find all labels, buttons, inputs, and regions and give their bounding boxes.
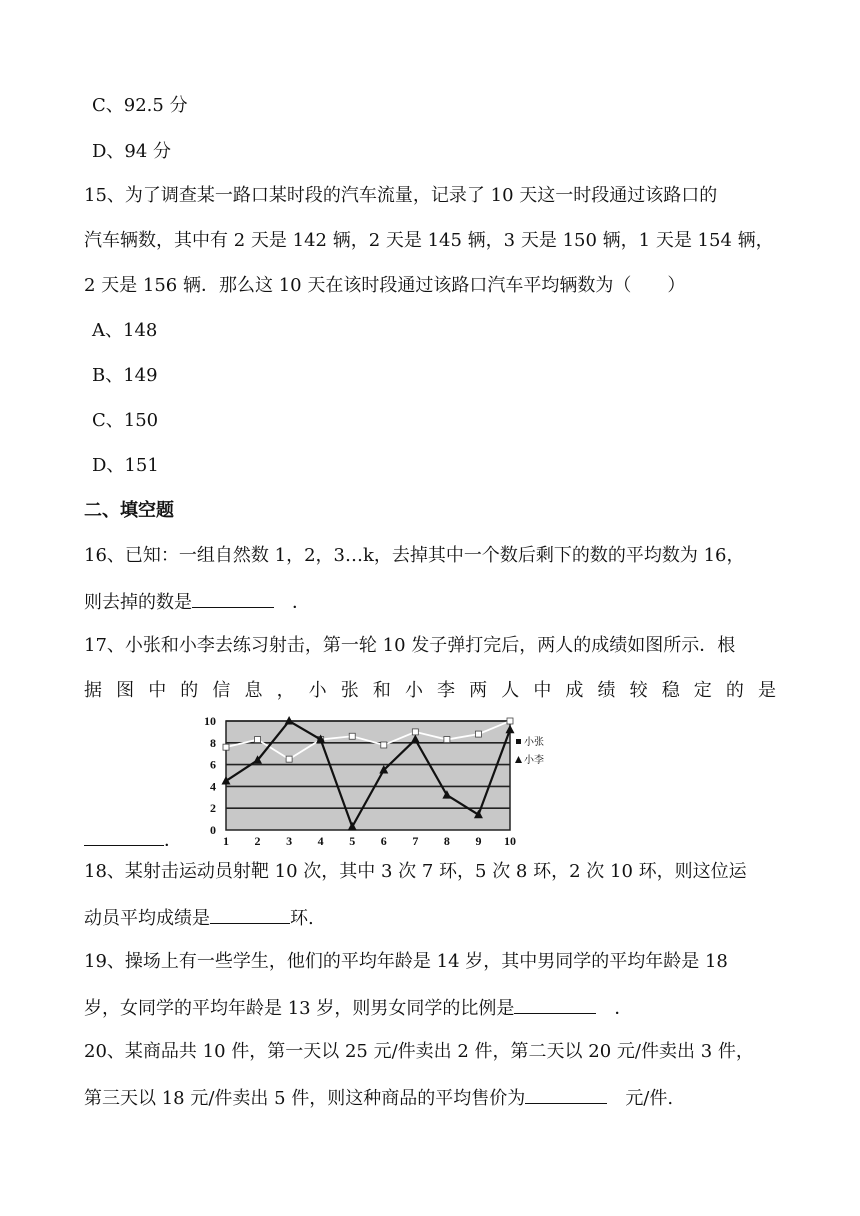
q19-text: 岁，女同学的平均年龄是 13 岁，则男女同学的比例是 <box>84 998 515 1019</box>
x-tick-label: 4 <box>317 834 324 848</box>
q17-line2-char: 小 <box>404 680 423 701</box>
legend-marker-square <box>516 739 521 744</box>
q15-option-a: A、148 <box>92 320 158 341</box>
q17-line2-char: 是 <box>757 680 776 701</box>
q18-text: 动员平均成绩是 <box>84 908 210 929</box>
legend-label: 小张 <box>524 737 544 748</box>
q17-line2-char: 息 <box>244 680 263 701</box>
score-line-chart <box>200 712 544 848</box>
x-tick-label: 3 <box>286 834 293 848</box>
q18-unit: 环. <box>290 908 314 929</box>
q17-line2-char: 定 <box>693 680 712 701</box>
q19-answer-blank[interactable] <box>514 995 596 1014</box>
q17-line2-char: 中 <box>533 680 552 701</box>
q17-line2-char: 稳 <box>661 680 680 701</box>
q16-line2 <box>84 589 310 615</box>
data-point-square <box>223 744 229 750</box>
x-tick-label: 7 <box>412 834 419 848</box>
q15-line1: 15、为了调查某一路口某时段的汽车流量，记录了 10 天这一时段通过该路口的 <box>84 185 718 206</box>
data-point-square <box>475 731 481 737</box>
q18-line1: 18、某射击运动员射靶 10 次，其中 3 次 7 环，5 次 8 环，2 次 10 环，则这位运 <box>84 861 747 882</box>
q16-text: 则去掉的数是 <box>84 592 192 613</box>
x-tick-label: 8 <box>443 834 450 848</box>
x-tick-label: 5 <box>349 834 356 848</box>
q15-option-d: D、151 <box>92 455 159 476</box>
q17-line2-char: 两 <box>469 680 488 701</box>
q20-answer-blank[interactable] <box>525 1085 607 1104</box>
x-tick-label: 1 <box>223 834 229 848</box>
q16-period: ． <box>292 592 310 613</box>
q17-line2-char: ， <box>276 680 295 701</box>
y-tick-label: 10 <box>204 714 216 728</box>
q14-option-d: D、94 分 <box>92 141 172 162</box>
q17-line2-char: 成 <box>565 680 584 701</box>
q17-line1: 17、小张和小李去练习射击，第一轮 10 发子弹打完后，两人的成绩如图所示．根 <box>84 635 736 656</box>
y-tick-label: 4 <box>210 779 216 794</box>
q18-answer-blank[interactable] <box>210 905 290 924</box>
q17-answer-blank[interactable] <box>84 827 164 846</box>
data-point-square <box>381 742 387 748</box>
y-tick-label: 2 <box>210 801 216 816</box>
q20-unit: 元/件. <box>625 1088 674 1109</box>
q17-line2-char: 绩 <box>597 680 616 701</box>
plot-area <box>226 721 510 830</box>
q15-line2: 汽车辆数，其中有 2 天是 142 辆，2 天是 145 辆，3 天是 150 辆，1 天是 154 辆， <box>84 230 774 251</box>
x-tick-label: 9 <box>475 834 482 848</box>
q19-line2 <box>84 995 632 1021</box>
q17-line2-char: 人 <box>501 680 520 701</box>
q17-line2-char: 小 <box>308 680 327 701</box>
q14-option-c: C、92.5 分 <box>92 95 188 116</box>
q17-line2-char: 的 <box>725 680 744 701</box>
q17-period: ． <box>164 830 182 851</box>
q17-line2-char: 信 <box>212 680 231 701</box>
q15-option-c: C、150 <box>92 410 159 431</box>
q17-line2-char: 较 <box>629 680 648 701</box>
y-tick-label: 6 <box>210 757 216 772</box>
y-tick-label: 8 <box>210 735 216 750</box>
q17-line2-char: 图 <box>116 680 135 701</box>
x-tick-label: 10 <box>504 834 516 848</box>
q20-line2 <box>84 1085 673 1111</box>
data-point-square <box>286 756 292 762</box>
q17-line2-char: 的 <box>180 680 199 701</box>
data-point-square <box>349 733 355 739</box>
q18-line2 <box>84 905 314 931</box>
data-point-square <box>507 718 513 724</box>
y-tick-label: 0 <box>210 823 216 837</box>
q16-line1: 16、已知：一组自然数 1，2，3…k，去掉其中一个数后剩下的数的平均数为 16， <box>84 545 745 566</box>
q19-period: ． <box>614 998 633 1019</box>
data-point-square <box>444 737 450 743</box>
q19-line1: 19、操场上有一些学生，他们的平均年龄是 14 岁，其中男同学的平均年龄是 18 <box>84 951 728 972</box>
q17-line2-char: 据 <box>84 680 102 701</box>
q17-line2-char: 中 <box>148 680 167 701</box>
q15-line3: 2 天是 156 辆．那么这 10 天在该时段通过该路口汽车平均辆数为（ ） <box>84 275 686 296</box>
q16-answer-blank[interactable] <box>192 589 274 608</box>
legend-label: 小李 <box>524 755 544 766</box>
q15-option-b: B、149 <box>92 365 158 386</box>
q17-line2-char: 李 <box>437 680 456 701</box>
data-point-square <box>412 729 418 735</box>
q17-line2-char: 张 <box>340 680 359 701</box>
q20-text: 第三天以 18 元/件卖出 5 件，则这种商品的平均售价为 <box>84 1088 526 1109</box>
x-tick-label: 6 <box>380 834 387 848</box>
q17-line2 <box>84 679 776 703</box>
data-point-square <box>255 737 261 743</box>
q20-line1: 20、某商品共 10 件，第一天以 25 元/件卖出 2 件，第二天以 20 元/件卖出 3 件， <box>84 1041 754 1062</box>
x-tick-label: 2 <box>254 834 261 848</box>
section-two-heading: 二、填空题 <box>84 500 174 521</box>
legend-marker-triangle <box>515 756 522 763</box>
q17-line2-char: 和 <box>372 680 391 701</box>
q17-line3 <box>84 827 182 853</box>
